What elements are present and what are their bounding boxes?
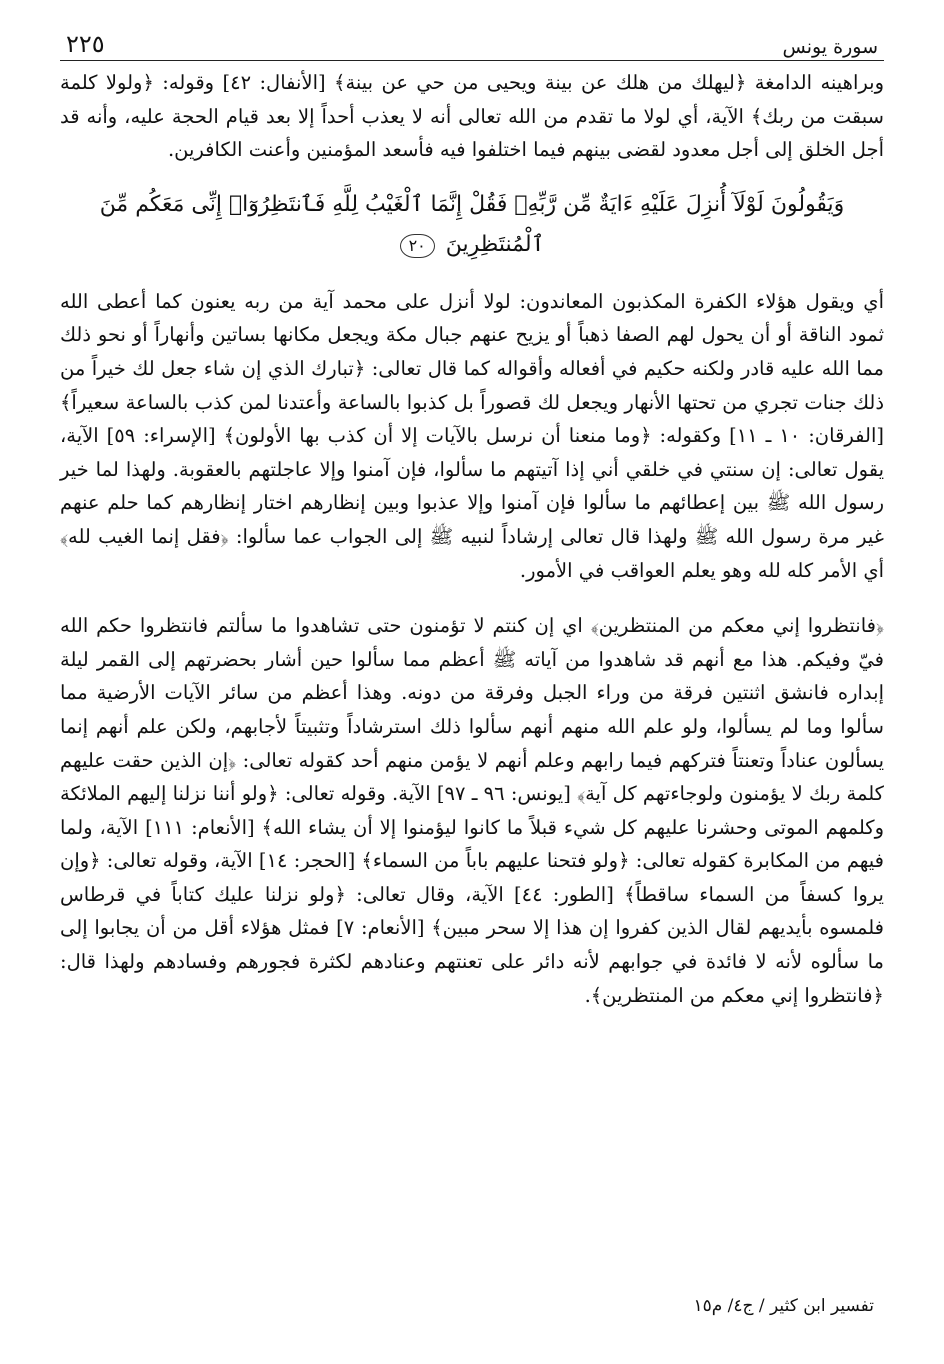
- paragraph-2: أي ويقول هؤلاء الكفرة المكذبون المعاندون: لولا أنزل على محمد آية من ربه يعنون كما أعطى الله ثمود الناقة أو أن يحول لهم الصفا ذهباً أو يزيح عنهم جبال مكة ويجعل مكانها بساتين وأنهاراً أو نحو ذلك مما الله عليه قادر ولكنه حكيم في أفعاله وأقواله كما قال تعالى: ﴿تبارك الذي إن شاء جعل لك خيراً من ذلك جنات تجري من تحتها الأنهار ويجعل لك قصوراً بل كذبوا بالساعة وأعتدنا لمن كذب بالساعة سعيراً﴾ [الفرقان: ١٠ ـ ١١] وكقوله: ﴿وما منعنا أن نرسل بالآيات إلا أن كذب بها الأولون﴾ [الإسراء: ٥٩] الآية، يقول تعالى: إن سنتي في خلقي أني إذا آتيتهم ما سألوا، فإن آمنوا وإلا عاجلتهم بالعقوبة. ولهذا لما خير رسول الله ﷺ بين إعطائهم ما سألوا فإن آمنوا وإلا عذبوا وبين إنظارهم اختار إنظارهم كما حلم عنهم غير مرة رسول الله ﷺ ولهذا قال تعالى إرشاداً لنبيه ﷺ إلى الجواب عما سألوا: ﴿فقل إنما الغيب لله﴾ أي الأمر كله لله وهو يعلم العواقب في الأمور.: [60, 289, 884, 582]
- paragraph-1: وبراهينه الدامغة ﴿ليهلك من هلك عن بينة ويحيى من حي عن بينة﴾ [الأنفال: ٤٢] وقوله: ﴿ولولا كلمة سبقت من ربك﴾ الآية، أي لولا ما تقدم من الله تعالى أنه لا يعذب أحداً إلا بعد قيام الحجة عليه، وأنه قد أجل الخلق إلى أجل معدود لقضى بينهم فيما اختلفوا فيه فأسعد المؤمنين وأعنت الكافرين.: [60, 71, 884, 162]
- quran-verse: [60, 185, 884, 265]
- page-footer: تفسير ابن كثير / ج٤/ م١٥: [693, 1296, 874, 1316]
- document-page: [60, 20, 884, 1340]
- verse-number: ٢٠: [400, 234, 435, 258]
- verse-text: وَيَقُولُونَ لَوْلَآ أُنزِلَ عَلَيْهِ ءَايَةٌ مِّن رَّبِّهِۦ فَقُلْ إِنَّمَا ٱلْغَيْبُ لِلَّهِ فَٱنتَظِرُوٓا۟ إِنِّى مَعَكُم مِّنَ ٱلْمُنتَظِرِينَ: [99, 191, 845, 257]
- page-number: ٢٢٥: [66, 30, 105, 58]
- surah-title: سورة يونس: [782, 36, 878, 58]
- paragraph-3: ﴿فانتظروا إني معكم من المنتظرين﴾ اي إن كنتم لا تؤمنون حتى تشاهدوا ما سألتم فانتظروا حكم الله فيّ وفيكم. هذا مع أنهم قد شاهدوا من آياته ﷺ أعظم مما سألوا حين أشار بحضرتهم إلى القمر ليلة إبداره فانشق اثنتين فرقة من وراء الجبل وفرقة من دونه. وهذا أعظم من سائر الآيات الأرضية مما سألوا وما لم يسألوا، ولو علم الله منهم أنهم سألوا ذلك استرشاداً وتثبيتاً لأجابهم، ولكن علم أنهم إنما يسألون عناداً وتعنتاً فتركهم فيما رابهم وعلم أنهم لا يؤمن منهم أحد كقوله تعالى: ﴿إن الذين حقت عليهم كلمة ربك لا يؤمنون ولوجاءتهم كل آية﴾ [يونس: ٩٦ ـ ٩٧] الآية. وقوله تعالى: ﴿ولو أننا نزلنا إليهم الملائكة وكلمهم الموتى وحشرنا عليهم كل شيء قبلاً ما كانوا ليؤمنوا إلا أن يشاء الله﴾ [الأنعام: ١١١] الآية، ولما فيهم من المكابرة كقوله تعالى: ﴿ولو فتحنا عليهم باباً من السماء﴾ [الحجر: ١٤] الآية، وقوله تعالى: ﴿وإن يروا كسفاً من السماء ساقطاً﴾ [الطور: ٤٤] الآية، وقال تعالى: ﴿ولو نزلنا عليك كتاباً في قرطاس فلمسوه بأيديهم لقال الذين كفروا إن هذا إلا سحر مبين﴾ [الأنعام: ٧] فمثل هؤلاء أقل من أن يجابوا إلى ما سألوه لأنه لا فائدة في جوابهم لأنه دائر على تعنتهم وعنادهم لكثرة فجورهم وفسادهم ولهذا قال: ﴿فانتظروا إني معكم من المنتظرين﴾.: [60, 614, 884, 1007]
- page-header: [60, 20, 884, 61]
